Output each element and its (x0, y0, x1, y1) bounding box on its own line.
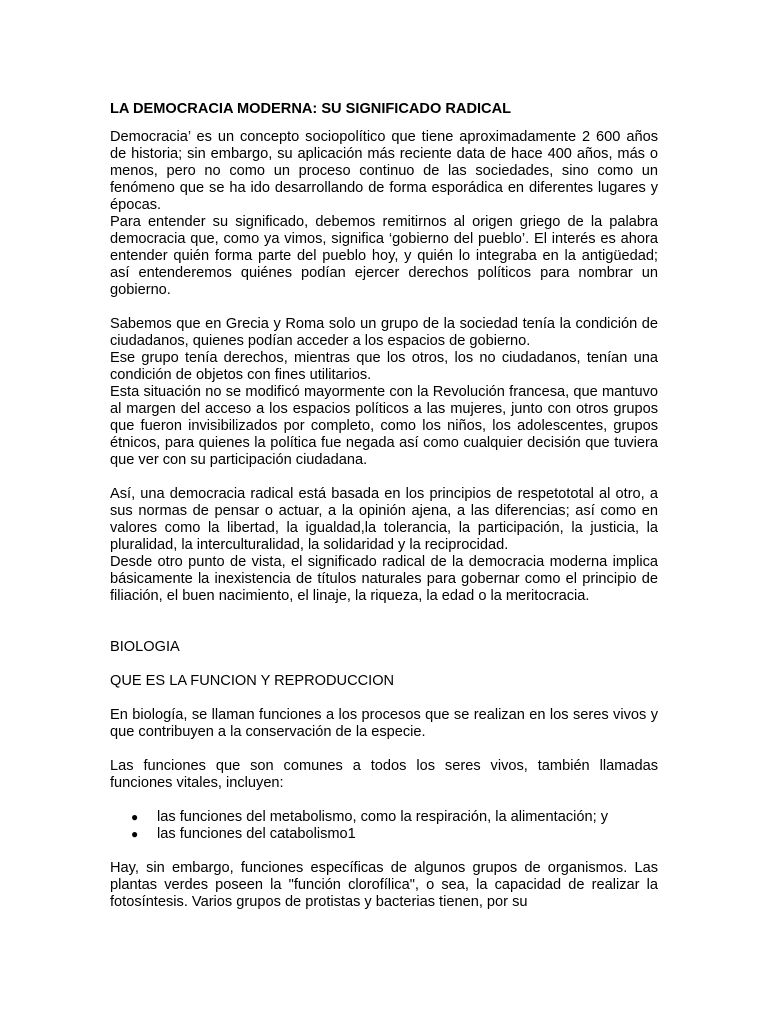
bullet-icon: ● (131, 810, 139, 824)
paragraph: Hay, sin embargo, funciones específicas de algunos grupos de organismos. Las plantas verdes poseen la "función clorofílica", o sea, la capacidad de realizar la fotosíntesis. Varios grupos de protistas y bacterias tienen, por su (110, 860, 658, 910)
spacer (110, 741, 658, 758)
spacer (110, 605, 658, 639)
document-page (110, 101, 658, 911)
spacer (110, 656, 658, 673)
paragraph: En biología, se llaman funciones a los procesos que se realizan en los seres vivos y que contribuyen a la conservación de la especie. (110, 707, 658, 740)
paragraph: Ese grupo tenía derechos, mientras que los otros, los no ciudadanos, tenían una condición de objetos con fines utilitarios. (110, 350, 658, 383)
list-item-text: las funciones del catabolismo1 (157, 826, 356, 842)
paragraph: Sabemos que en Grecia y Roma solo un grupo de la sociedad tenía la condición de ciudadanos, quienes podían acceder a los espacios de gobierno. (110, 316, 658, 349)
bullet-icon: ● (131, 827, 139, 841)
paragraph: Para entender su significado, debemos remitirnos al origen griego de la palabra democracia que, como ya vimos, significa ‘gobierno del pueblo’. El interés es ahora entender quién forma parte del pueblo hoy, y quién lo integraba en la antigüedad; así entenderemos quiénes podían ejercer derechos políticos para nombrar un gobierno. (110, 214, 658, 298)
section-heading: BIOLOGIA (110, 639, 180, 655)
bullet-list (110, 809, 658, 843)
spacer (110, 299, 658, 316)
document-title: LA DEMOCRACIA MODERNA: SU SIGNIFICADO RADICAL (110, 101, 512, 117)
spacer (110, 469, 658, 486)
paragraph: Democracia’ es un concepto sociopolítico que tiene aproximadamente 2 600 años de historia; sin embargo, su aplicación más reciente data de hace 400 años, más o menos, pero no como un proceso continuo de las sociedades, sino como un fenómeno que se ha ido desarrollando de forma esporádica en diferentes lugares y épocas. (110, 129, 658, 213)
list-item-text: las funciones del metabolismo, como la respiración, la alimentación; y (157, 809, 609, 825)
paragraph: Así, una democracia radical está basada en los principios de respetototal al otro, a sus normas de pensar o actuar, a la opinión ajena, a las diferencias; así como en valores como la libertad, la igualdad,la tolerancia, la participación, la justicia, la pluralidad, la interculturalidad, la solidaridad y la reciprocidad. (110, 486, 658, 553)
spacer (110, 843, 658, 860)
list-item (110, 809, 658, 826)
list-item (110, 826, 658, 843)
paragraph: Desde otro punto de vista, el significado radical de la democracia moderna implica básicamente la inexistencia de títulos naturales para gobernar como el principio de filiación, el buen nacimiento, el linaje, la riqueza, la edad o la meritocracia. (110, 554, 658, 604)
spacer (110, 690, 658, 707)
spacer (110, 792, 658, 809)
section-subheading: QUE ES LA FUNCION Y REPRODUCCION (110, 673, 395, 689)
paragraph: Esta situación no se modificó mayormente con la Revolución francesa, que mantuvo al margen del acceso a los espacios políticos a las mujeres, junto con otros grupos que fueron invisibilizados por completo, como los niños, los adolescentes, grupos étnicos, para quienes la política fue negada así como cualquier decisión que tuviera que ver con su participación ciudadana. (110, 384, 658, 468)
paragraph: Las funciones que son comunes a todos los seres vivos, también llamadas funciones vitales, incluyen: (110, 758, 658, 791)
